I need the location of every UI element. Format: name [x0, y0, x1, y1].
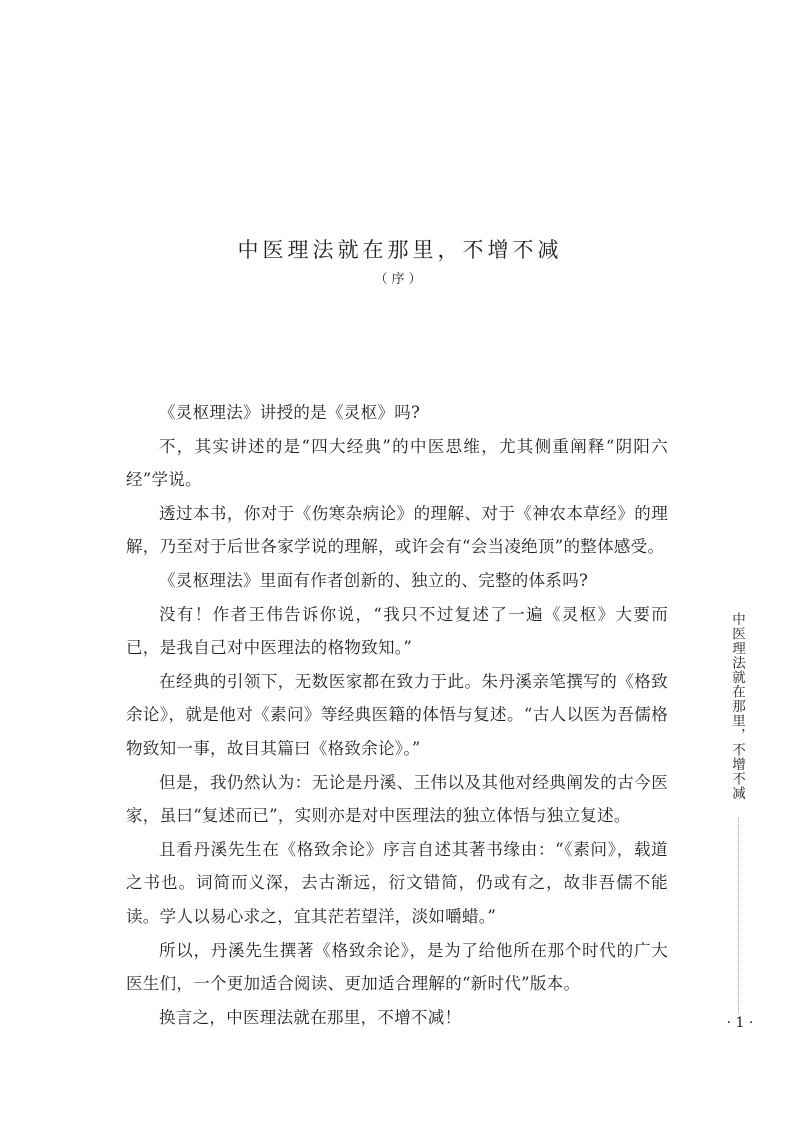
paragraph: 所以，丹溪先生撰著《格致余论》，是为了给他所在那个时代的广大医生们，一个更加适合阅读、更加适合理解的“新时代”版本。 — [126, 940, 668, 994]
paragraph: 透过本书，你对于《伤寒杂病论》的理解、对于《神农本草经》的理解，乃至对于后世各家学说的理解，或许会有“会当凌绝顶”的整体感受。 — [126, 503, 668, 557]
running-head-rule — [738, 818, 739, 1013]
paragraph: 《灵枢理法》里面有作者创新的、独立的、完整的体系吗? — [159, 570, 589, 590]
running-head: 中医理法就在那里，不增不减 — [729, 612, 745, 801]
body-text — [126, 396, 668, 1034]
page-number: · 1 · — [726, 1015, 754, 1031]
paragraph: 没有！作者王伟告诉你说，“我只不过复述了一遍《灵枢》大要而已，是我自己对中医理法的格物致知。” — [126, 604, 668, 658]
paragraph: 《灵枢理法》讲授的是《灵枢》吗? — [159, 403, 421, 422]
page-subtitle: （序） — [374, 272, 426, 287]
paragraph: 不，其实讲述的是“四大经典”的中医思维，尤其侧重阐释“阴阳六经”学说。 — [126, 436, 668, 490]
paragraph: 且看丹溪先生在《格致余论》序言自述其著书缘由：“《素问》，载道之书也。词简而义深，去古渐远，衍文错简，仍或有之，故非吾儒不能读。学人以易心求之，宜其茫若望洋，淡如嚼蜡。” — [126, 839, 668, 926]
paragraph: 但是，我仍然认为：无论是丹溪、王伟以及其他对经典阐发的古今医家，虽曰“复述而已”，实则亦是对中医理法的独立体悟与独立复述。 — [126, 772, 668, 826]
paragraph: 在经典的引领下，无数医家都在致力于此。朱丹溪亲笔撰写的《格致余论》，就是他对《素问》等经典医籍的体悟与复述。“古人以医为吾儒格物致知一事，故目其篇曰《格致余论》。” — [126, 671, 668, 758]
paragraph: 换言之，中医理法就在那里，不增不减！ — [159, 1007, 462, 1027]
page-title: 中医理法就在那里，不增不减 — [237, 238, 563, 262]
